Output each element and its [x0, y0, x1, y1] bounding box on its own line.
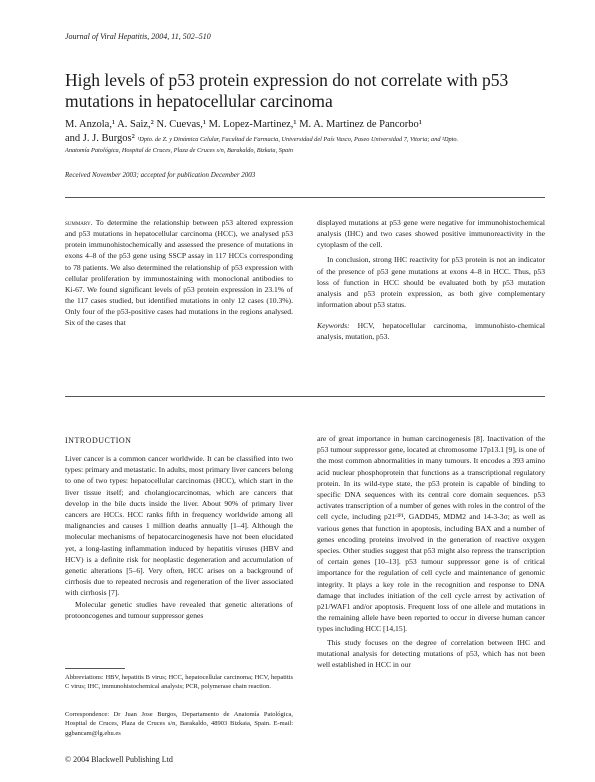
abstract-conclusion: In conclusion, strong IHC reactivity for p53 protein is not an indicator of the presence of p53 gene mutations at exons 4–8 in HCC. Thus, p53 loss of function in HCC should be evaluated both by p53 mutation analysis and p53 protein expression, as both give complementary information about p53 status. — [317, 255, 545, 310]
intro-paragraph-2: Molecular genetic studies have revealed that genetic alterations of protooncogenes and tumour suppressor genes — [65, 599, 293, 620]
intro-paragraph-3: are of great importance in human carcinogenesis [8]. Inactivation of the p53 tumour suppressor gene, located at chromosome 17p13.1 [9], is one of the most common abnormalities in many tumours. It encodes a 393 amino acid nuclear phosphoprotein that functions as a transcriptional regulatory protein. In its wild-type state, the p53 protein is capable of binding to specific DNA sequences with its central core domain sequences. p53 activates transcription of a number of genes with roles in the control of the cell cycle, including p21ᶜᴵᴾ¹, GADD45, MDM2 and 14-3-3σ; as well as various genes that function in apoptosis, including BAX and a number of genes encoding proteins involved in the generation of reactive oxygen species. Other studies suggest that p53 might also repress the transcription of certain genes [10–13]. p53 tumour suppressor gene is of critical importance for the regulation of cell cycle and maintenance of genomic integrity. It plays a key role in the recognition and response to DNA damage that includes initiation of the cell cycle arrest by activation of p21/WAF1 and/or apoptosis. Frequent loss of one allele and mutations in the remaining allele have been reported to occur in diverse human cancer types including HCC [14,15]. — [317, 434, 545, 634]
introduction-heading: INTRODUCTION — [65, 436, 132, 445]
rule-bottom — [65, 396, 545, 397]
affiliation-2: Anatomía Patológica, Hospital de Cruces, Plaza de Cruces s/n, Barakaldo, Bizkaia, Spain — [65, 147, 294, 154]
abstract-left-column — [65, 217, 293, 329]
abbreviations-footnote: Abbreviations: HBV, hepatitis B virus; HCC, hepatocellular carcinoma; HCV, hepatitis C virus; IHC, immunohistochemical analysis; PCR, polymerase chain reaction. — [65, 674, 293, 691]
author-block — [65, 118, 550, 156]
abstract-right-column — [317, 217, 545, 343]
keywords-text: HCV, hepatocellular carcinoma, immunohisto-chemical analysis, mutation, p53. — [317, 321, 545, 342]
authors-last: and J. J. Burgos² — [65, 133, 135, 144]
running-head: Journal of Viral Hepatitis, 2004, 11, 502–510 — [65, 32, 211, 41]
correspondence-footnote: Correspondence: Dr Juan Jose Burgos, Departamento de Anatomía Patológica, Hospital de Cruces, Plaza de Cruces s/n, Barakaldo, 48903 Bizkaia, Spain. E-mail: ggbancam@lg.ehu.es — [65, 711, 293, 737]
abstract-text: To determine the relationship between p53 altered expression and p53 mutations in hepatocellular carcinoma (HCC), we analysed p53 protein immunohistochemically and assessed the presence of mutations in exons 4–8 of the p53 gene using SSCP assay in 117 HCCs corresponding to 78 patients. We also determined the relationship of p53 expression with cellular proliferation by immunostaining with monoclonal antibodies to Ki-67. We found significant levels of p53 protein expression in 23.1% of the 117 cases studied, but identified mutations in only 12 cases (10.3%). Only four of the p53-positive cases had mutations in the regions analysed. Six of the cases that — [65, 218, 293, 328]
article-title: High levels of p53 protein expression do not correlate with p53 mutations in hepatocellular carcinoma — [65, 70, 509, 111]
intro-paragraph-1: Liver cancer is a common cancer worldwide. It can be classified into two types: primary and metastatic. In adults, most primary liver cancers belong to one of two types: hepatocellular carcinomas (HCC), which start in the liver tissue itself; and cholangiocarcinomas, which are cancers that develop in the bile ducts inside the liver. About 90% of primary liver cancers are HCCs. HCC ranks fifth in frequency worldwide among all malignancies and causes 1 million deaths annually [1–4]. Although the molecular mechanisms of hepatocarcinogenesis have not been elucidated yet, a long-lasting inflammation induced by hepatitis viruses (HBV and HCV) is a definite risk for neoplastic degeneration and accumulation of genetic alterations [5–6]. Very often, HCC arises on a background of cirrhosis due to repeated necrosis and regeneration of the liver associated with cirrhosis [7]. — [65, 454, 293, 598]
copyright: © 2004 Blackwell Publishing Ltd — [65, 755, 173, 764]
summary-label: summary. — [65, 218, 93, 227]
rule-top — [65, 197, 545, 198]
authors-line-2 — [65, 132, 550, 147]
intro-paragraph-4: This study focuses on the degree of correlation between IHC and mutational analysis for detecting mutations of p53, which has not been well established in HCC in our — [317, 637, 545, 670]
footnote-rule — [65, 668, 125, 669]
abstract-continuation: displayed mutations at p53 gene were negative for immunohistochemical analysis (IHC) and two cases showed positive immunoreactivity in the cytoplasm of the cell. — [317, 218, 545, 250]
keywords — [317, 320, 545, 342]
intro-left-column — [65, 453, 293, 621]
keywords-label: Keywords: — [317, 321, 350, 331]
affiliation-1: ¹Dpto. de Z. y Dinámica Celular, Facultad de Farmacia, Universidad del País Vasco, Paseo Universidad 7, Vitoria; and ²Dpto. — [137, 136, 459, 143]
authors-line-1: M. Anzola,¹ A. Saiz,² N. Cuevas,¹ M. Lopez-Martinez,¹ M. A. Martinez de Pancorbo¹ — [65, 119, 422, 130]
intro-right-column — [317, 433, 545, 670]
abstract-paragraph — [65, 217, 293, 329]
received-dates: Received November 2003; accepted for publication December 2003 — [65, 171, 256, 179]
